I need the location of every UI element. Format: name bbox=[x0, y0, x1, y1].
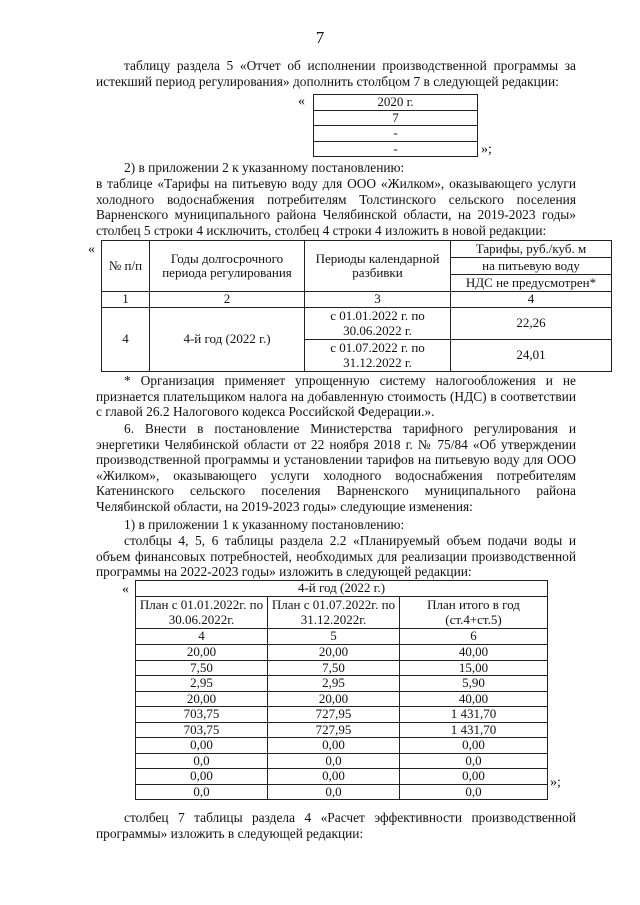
table-cell: 0,00 bbox=[136, 769, 268, 785]
small-table-cell: 2020 г. bbox=[314, 95, 478, 111]
plan-header: План с 01.07.2022г. по 31.12.2022г. bbox=[268, 597, 400, 629]
table-cell: 1 431,70 bbox=[400, 707, 548, 723]
table-row bbox=[136, 738, 548, 754]
col-number: 4 bbox=[451, 292, 612, 308]
small-table-cell: - bbox=[314, 141, 478, 157]
table-row bbox=[136, 645, 548, 661]
table-cell: 40,00 bbox=[400, 645, 548, 661]
header-tariffs: Тарифы, руб./куб. м bbox=[451, 241, 612, 258]
table-cell: 20,00 bbox=[136, 691, 268, 707]
header-periods: Периоды календарной разбивки bbox=[305, 241, 451, 292]
table-cell: 703,75 bbox=[136, 722, 268, 738]
footnote: * Организация применяет упрощенную систему налогообложения и не признается плательщиком налога на добавленную стоимость (НДС) в соответствии с главой 26.2 Налогового кодекса Российской Федерации.». bbox=[96, 373, 576, 419]
table-row bbox=[136, 753, 548, 769]
col-number: 2 bbox=[150, 292, 305, 308]
row-value-1: 22,26 bbox=[451, 308, 612, 340]
row-year: 4-й год (2022 г.) bbox=[150, 308, 305, 372]
table-cell: 7,50 bbox=[268, 660, 400, 676]
col-number: 4 bbox=[136, 629, 268, 645]
plan-header: План итого в год (ст.4+ст.5) bbox=[400, 597, 548, 629]
tariff-table bbox=[101, 240, 612, 372]
header-num: № п/п bbox=[102, 241, 150, 292]
open-quote: « bbox=[88, 242, 95, 257]
table-cell: 0,00 bbox=[268, 738, 400, 754]
table-row bbox=[136, 769, 548, 785]
table-cell: 2,95 bbox=[268, 676, 400, 692]
table-cell: 0,00 bbox=[400, 769, 548, 785]
close-quote: »; bbox=[481, 142, 492, 157]
item-2: 2) в приложении 2 к указанному постановлению: bbox=[124, 160, 405, 175]
table-cell: 40,00 bbox=[400, 691, 548, 707]
table-cell: 7,50 bbox=[136, 660, 268, 676]
table-row bbox=[136, 722, 548, 738]
table-cell: 0,0 bbox=[136, 753, 268, 769]
col-number: 5 bbox=[268, 629, 400, 645]
header-years: Годы долгосрочного периода регулирования bbox=[150, 241, 305, 292]
plan-title: 4-й год (2022 г.) bbox=[136, 581, 548, 597]
table-cell: 5,90 bbox=[400, 676, 548, 692]
table-cell: 0,0 bbox=[400, 753, 548, 769]
paragraph-columns: столбцы 4, 5, 6 таблицы раздела 2.2 «Планируемый объем подачи воды и объем финансовых потребностей, необходимых для реализации производственной программы на 2022-2023 годы» изложить в следующей редакции: bbox=[96, 533, 576, 579]
col-number: 1 bbox=[102, 292, 150, 308]
table-cell: 20,00 bbox=[268, 645, 400, 661]
small-table-cell: - bbox=[314, 126, 478, 142]
paragraph-tariffs: в таблице «Тарифы на питьевую воду для ООО «Жилком», оказывающего услуги холодного водоснабжения потребителям Толстинского сельского поселения Варненского муниципального района Челябинской области, на 2019-2023 годы» столбец 5 строки 4 исключить, столбец 4 строки 4 изложить в новой редакции: bbox=[96, 176, 576, 238]
header-water: на питьевую воду bbox=[451, 258, 612, 275]
table-row bbox=[136, 784, 548, 800]
row-period-1: с 01.01.2022 г. по 30.06.2022 г. bbox=[305, 308, 451, 340]
table-cell: 727,95 bbox=[268, 707, 400, 723]
table-cell: 0,00 bbox=[136, 738, 268, 754]
table-row bbox=[136, 676, 548, 692]
plan-table bbox=[135, 580, 548, 800]
small-table bbox=[313, 94, 478, 157]
table-cell: 0,00 bbox=[268, 769, 400, 785]
row-num: 4 bbox=[102, 308, 150, 372]
item-1: 1) в приложении 1 к указанному постановлению: bbox=[124, 517, 405, 532]
table-row bbox=[136, 707, 548, 723]
paragraph-intro: таблицу раздела 5 «Отчет об исполнении производственной программы за истекший период регулирования» дополнить столбцом 7 в следующей редакции: bbox=[96, 58, 576, 89]
table-cell: 2,95 bbox=[136, 676, 268, 692]
page-number: 7 bbox=[315, 28, 325, 47]
small-table-row bbox=[314, 110, 478, 126]
table-row bbox=[136, 691, 548, 707]
paragraph-col7: столбец 7 таблицы раздела 4 «Расчет эффективности производственной программы» изложить в следующей редакции: bbox=[96, 810, 576, 841]
table-cell: 0,0 bbox=[136, 784, 268, 800]
small-table-cell: 7 bbox=[314, 110, 478, 126]
table-cell: 1 431,70 bbox=[400, 722, 548, 738]
small-table-row bbox=[314, 95, 478, 111]
table-cell: 15,00 bbox=[400, 660, 548, 676]
row-period-2: с 01.07.2022 г. по 31.12.2022 г. bbox=[305, 340, 451, 372]
table-cell: 727,95 bbox=[268, 722, 400, 738]
table-row bbox=[136, 660, 548, 676]
header-vat: НДС не предусмотрен* bbox=[451, 275, 612, 292]
table-cell: 0,0 bbox=[268, 753, 400, 769]
small-table-row bbox=[314, 141, 478, 157]
col-number: 3 bbox=[305, 292, 451, 308]
plan-header: План с 01.01.2022г. по 30.06.2022г. bbox=[136, 597, 268, 629]
row-value-2: 24,01 bbox=[451, 340, 612, 372]
close-quote: »; bbox=[550, 775, 561, 790]
open-quote: « bbox=[298, 94, 305, 109]
col-number: 6 bbox=[400, 629, 548, 645]
table-cell: 0,00 bbox=[400, 738, 548, 754]
table-cell: 0,0 bbox=[400, 784, 548, 800]
table-cell: 0,0 bbox=[268, 784, 400, 800]
small-table-row bbox=[314, 126, 478, 142]
table-cell: 20,00 bbox=[268, 691, 400, 707]
paragraph-6: 6. Внести в постановление Министерства тарифного регулирования и энергетики Челябинской области от 22 ноября 2018 г. № 75/84 «Об утверждении производственной программы и установлении тарифов на питьевую воду для ООО «Жилком», оказывающего услуги холодного водоснабжения потребителям Катенинского сельского поселения Варненского муниципального района Челябинской области, на 2019-2023 годы» следующие изменения: bbox=[96, 421, 576, 514]
table-cell: 20,00 bbox=[136, 645, 268, 661]
table-cell: 703,75 bbox=[136, 707, 268, 723]
open-quote: « bbox=[122, 582, 129, 597]
